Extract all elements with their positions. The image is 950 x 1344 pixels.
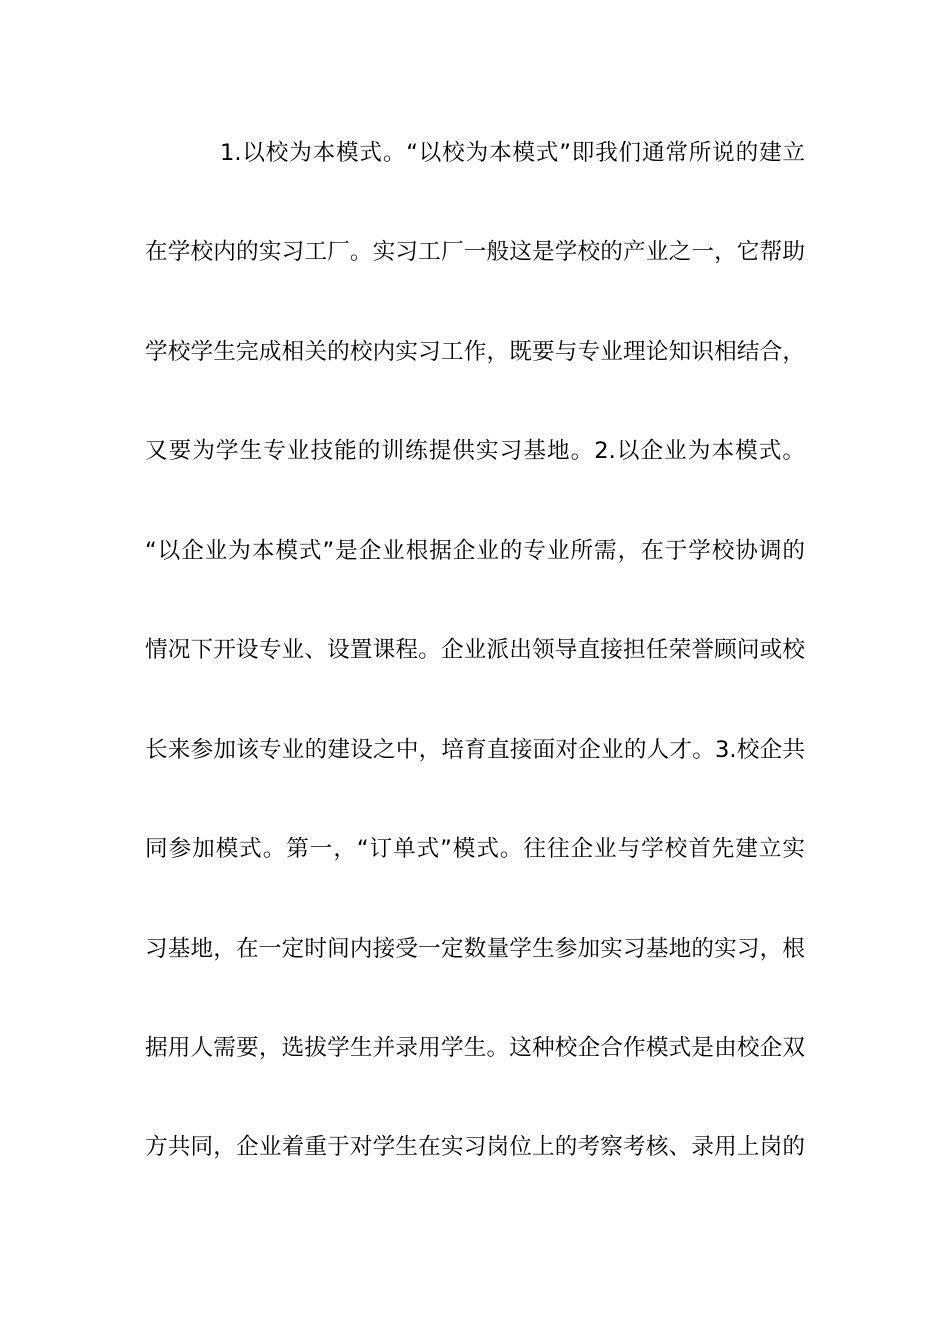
paragraph-line-1: 1.以校为本模式。“以校为本模式”即我们通常所说的建立: [220, 140, 805, 166]
paragraph-line-5: “以企业为本模式”是企业根据企业的专业所需，在于学校协调的: [145, 538, 805, 564]
paragraph-line-3: 学校学生完成相关的校内实习工作，既要与专业理论知识相结合，: [145, 339, 805, 365]
paragraph-line-9: 习基地，在一定时间内接受一定数量学生参加实习基地的实习，根: [145, 936, 805, 962]
paragraph-line-2: 在学校内的实习工厂。实习工厂一般这是学校的产业之一，它帮助: [145, 239, 805, 265]
paragraph-line-7: 长来参加该专业的建设之中，培育直接面对企业的人才。3.校企共: [145, 737, 805, 763]
paragraph-line-11: 方共同，企业着重于对学生在实习岗位上的考察考核、录用上岗的: [145, 1134, 805, 1160]
paragraph-line-10: 据用人需要，选拔学生并录用学生。这种校企合作模式是由校企双: [145, 1035, 805, 1061]
paragraph-line-8: 同参加模式。第一，“订单式”模式。往往企业与学校首先建立实: [145, 836, 805, 862]
paragraph-line-6: 情况下开设专业、设置课程。企业派出领导直接担任荣誉顾问或校: [145, 637, 805, 663]
paragraph-line-4: 又要为学生专业技能的训练提供实习基地。2.以企业为本模式。: [145, 438, 805, 464]
